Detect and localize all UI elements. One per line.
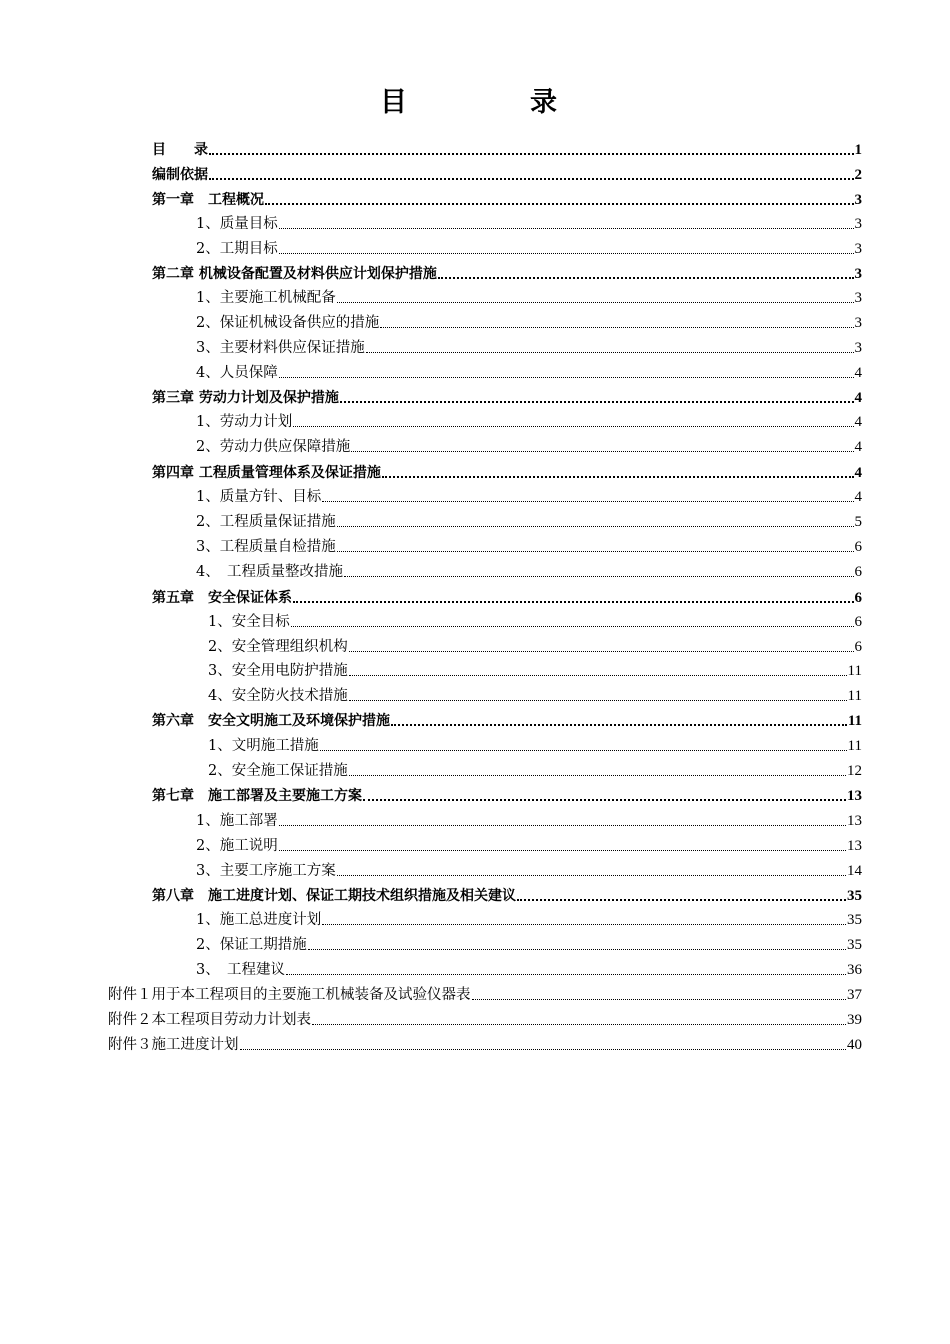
toc-page-number: 6 bbox=[854, 639, 862, 655]
toc-section-entry[interactable] bbox=[196, 337, 862, 359]
dot-leader bbox=[349, 675, 847, 676]
toc-entry-label: 4、人员保障 bbox=[196, 365, 278, 381]
toc-section-entry[interactable] bbox=[196, 213, 862, 235]
toc-page-number: 40 bbox=[847, 1037, 862, 1053]
toc-page-number: 4 bbox=[854, 439, 862, 455]
toc-section-entry[interactable] bbox=[196, 287, 862, 309]
toc-entry-label: 编制依据 bbox=[152, 167, 208, 183]
dot-leader bbox=[391, 724, 847, 726]
toc-page-number: 39 bbox=[847, 1012, 862, 1028]
toc-chapter-entry[interactable] bbox=[152, 139, 862, 161]
dot-leader bbox=[517, 899, 846, 901]
dot-leader bbox=[322, 924, 846, 925]
dot-leader bbox=[337, 551, 854, 552]
dot-leader bbox=[382, 476, 854, 478]
toc-entry-label: 第三章 劳动力计划及保护措施 bbox=[152, 390, 339, 406]
toc-entry-label: 1、施工总进度计划 bbox=[196, 912, 322, 928]
toc-page-number: 11 bbox=[847, 688, 862, 704]
dot-leader bbox=[279, 228, 854, 229]
toc-entry-label: 2、工期目标 bbox=[196, 241, 278, 257]
toc-page-number: 13 bbox=[847, 788, 862, 804]
toc-chapter-entry[interactable] bbox=[152, 785, 862, 807]
toc-entry-label: 2、劳动力供应保障措施 bbox=[196, 439, 351, 455]
toc-section-entry[interactable] bbox=[208, 735, 862, 757]
toc-section-entry[interactable] bbox=[196, 411, 862, 433]
dot-leader bbox=[209, 153, 854, 155]
dot-leader bbox=[340, 401, 854, 403]
toc-page-number: 3 bbox=[854, 266, 862, 282]
toc-entry-label: 1、质量方针、目标 bbox=[196, 489, 322, 505]
toc-entry-label: 4、安全防火技术措施 bbox=[208, 688, 348, 704]
toc-section-entry[interactable] bbox=[108, 1009, 862, 1031]
toc-entry-label: 1、文明施工措施 bbox=[208, 738, 319, 754]
dot-leader bbox=[286, 974, 846, 975]
toc-section-entry[interactable] bbox=[108, 984, 862, 1006]
toc-section-entry[interactable] bbox=[108, 1034, 862, 1056]
dot-leader bbox=[265, 203, 854, 205]
toc-section-entry[interactable] bbox=[196, 810, 862, 832]
dot-leader bbox=[344, 576, 854, 577]
toc-entry-label: 2、保证工期措施 bbox=[196, 937, 307, 953]
toc-section-entry[interactable] bbox=[208, 636, 862, 658]
toc-page-number: 5 bbox=[854, 514, 862, 530]
toc-chapter-entry[interactable] bbox=[152, 587, 862, 609]
toc-entry-label: 附件２本工程项目劳动力计划表 bbox=[108, 1012, 311, 1028]
toc-page-number: 13 bbox=[847, 813, 862, 829]
toc-page-number: 3 bbox=[854, 340, 862, 356]
toc-section-entry[interactable] bbox=[196, 436, 862, 458]
toc-entry-label: 第六章 安全文明施工及环境保护措施 bbox=[152, 713, 390, 729]
dot-leader bbox=[363, 799, 846, 801]
toc-entry-label: 2、安全管理组织机构 bbox=[208, 639, 348, 655]
toc-page-number: 4 bbox=[854, 390, 862, 406]
toc-page-number: 4 bbox=[854, 365, 862, 381]
dot-leader bbox=[322, 501, 853, 502]
toc-chapter-entry[interactable] bbox=[152, 164, 862, 186]
toc-chapter-entry[interactable] bbox=[152, 885, 862, 907]
toc-page-number: 4 bbox=[854, 489, 862, 505]
toc-entry-label: 4、 工程质量整改措施 bbox=[196, 564, 343, 580]
dot-leader bbox=[291, 626, 854, 627]
dot-leader bbox=[337, 526, 854, 527]
toc-section-entry[interactable] bbox=[196, 959, 862, 981]
dot-leader bbox=[209, 178, 854, 180]
toc-page-number: 14 bbox=[847, 863, 862, 879]
toc-entry-label: 2、工程质量保证措施 bbox=[196, 514, 336, 530]
toc-entry-label: 第一章 工程概况 bbox=[152, 192, 264, 208]
dot-leader bbox=[438, 277, 854, 279]
toc-entry-label: 1、主要施工机械配备 bbox=[196, 290, 336, 306]
dot-leader bbox=[279, 253, 854, 254]
toc-chapter-entry[interactable] bbox=[152, 263, 862, 285]
toc-page-number: 37 bbox=[847, 987, 862, 1003]
toc-entry-label: 附件１用于本工程项目的主要施工机械装备及试验仪器表 bbox=[108, 987, 471, 1003]
toc-page-number: 3 bbox=[854, 241, 862, 257]
dot-leader bbox=[320, 750, 847, 751]
dot-leader bbox=[380, 327, 853, 328]
toc-page-number: 11 bbox=[847, 738, 862, 754]
toc-entry-label: 附件３施工进度计划 bbox=[108, 1037, 239, 1053]
toc-entry-label: 3、安全用电防护措施 bbox=[208, 663, 348, 679]
toc-page-number: 6 bbox=[854, 590, 862, 606]
toc-section-entry[interactable] bbox=[196, 536, 862, 558]
toc-section-entry[interactable] bbox=[196, 238, 862, 260]
toc-entry-label: 1、施工部署 bbox=[196, 813, 278, 829]
toc-entry-label: 3、主要材料供应保证措施 bbox=[196, 340, 365, 356]
dot-leader bbox=[349, 651, 854, 652]
toc-chapter-entry[interactable] bbox=[152, 710, 862, 732]
toc-section-entry[interactable] bbox=[196, 561, 862, 583]
toc-section-entry[interactable] bbox=[196, 511, 862, 533]
dot-leader bbox=[349, 700, 847, 701]
toc-section-entry[interactable] bbox=[196, 312, 862, 334]
dot-leader bbox=[337, 875, 846, 876]
toc-entry-label: 2、施工说明 bbox=[196, 838, 278, 854]
toc-section-entry[interactable] bbox=[208, 685, 862, 707]
dot-leader bbox=[240, 1049, 847, 1050]
toc-entry-label: 3、工程质量自检措施 bbox=[196, 539, 336, 555]
toc-section-entry[interactable] bbox=[208, 660, 862, 682]
toc-page-number: 3 bbox=[854, 290, 862, 306]
toc-page-number: 36 bbox=[847, 962, 862, 978]
toc-entry-label: 3、主要工序施工方案 bbox=[196, 863, 336, 879]
toc-entry-label: 第八章 施工进度计划、保证工期技术组织措施及相关建议 bbox=[152, 888, 516, 904]
toc-entry-label: 1、劳动力计划 bbox=[196, 414, 293, 430]
dot-leader bbox=[279, 377, 854, 378]
toc-page-number: 35 bbox=[847, 937, 862, 953]
toc-entry-label: 1、质量目标 bbox=[196, 216, 278, 232]
toc-page-number: 35 bbox=[847, 912, 862, 928]
dot-leader bbox=[366, 352, 854, 353]
toc-chapter-entry[interactable] bbox=[152, 189, 862, 211]
toc-page-number: 3 bbox=[854, 192, 862, 208]
dot-leader bbox=[308, 949, 846, 950]
toc-page-number: 6 bbox=[854, 614, 862, 630]
dot-leader bbox=[279, 850, 846, 851]
toc-section-entry[interactable] bbox=[196, 486, 862, 508]
toc-page-number: 6 bbox=[854, 564, 862, 580]
toc-section-entry[interactable] bbox=[196, 835, 862, 857]
toc-section-entry[interactable] bbox=[196, 860, 862, 882]
toc-section-entry[interactable] bbox=[196, 934, 862, 956]
toc-entry-label: 第二章 机械设备配置及材料供应计划保护措施 bbox=[152, 266, 437, 282]
toc-page-number: 1 bbox=[854, 142, 862, 158]
toc-entry-label: 2、保证机械设备供应的措施 bbox=[196, 315, 380, 331]
toc-page-number: 12 bbox=[847, 763, 862, 779]
dot-leader bbox=[472, 999, 847, 1000]
toc-section-entry[interactable] bbox=[196, 909, 862, 931]
toc-entry-label: 1、安全目标 bbox=[208, 614, 290, 630]
toc-entry-label: 3、 工程建议 bbox=[196, 962, 285, 978]
dot-leader bbox=[351, 451, 853, 452]
dot-leader bbox=[293, 426, 853, 427]
toc-section-entry[interactable] bbox=[208, 611, 862, 633]
dot-leader bbox=[293, 601, 854, 603]
toc-page-number: 11 bbox=[847, 663, 862, 679]
toc-page-number: 13 bbox=[847, 838, 862, 854]
toc-chapter-entry[interactable] bbox=[152, 387, 862, 409]
toc-page-number: 2 bbox=[854, 167, 862, 183]
toc-entry-label: 第四章 工程质量管理体系及保证措施 bbox=[152, 465, 381, 481]
toc-page-number: 35 bbox=[847, 888, 862, 904]
toc-page-number: 3 bbox=[854, 216, 862, 232]
toc-section-entry[interactable] bbox=[196, 362, 862, 384]
dot-leader bbox=[279, 825, 846, 826]
toc-section-entry[interactable] bbox=[208, 760, 862, 782]
toc-entry-label: 2、安全施工保证措施 bbox=[208, 763, 348, 779]
dot-leader bbox=[337, 302, 854, 303]
toc-entry-label: 第五章 安全保证体系 bbox=[152, 590, 292, 606]
toc-page-number: 3 bbox=[854, 315, 862, 331]
toc-chapter-entry[interactable] bbox=[152, 462, 862, 484]
toc-page-number: 6 bbox=[854, 539, 862, 555]
toc-entry-label: 目 录 bbox=[152, 142, 208, 158]
dot-leader bbox=[312, 1024, 846, 1025]
toc-page-number: 11 bbox=[847, 713, 862, 729]
toc-page-number: 4 bbox=[854, 465, 862, 481]
dot-leader bbox=[349, 775, 846, 776]
toc-entry-label: 第七章 施工部署及主要施工方案 bbox=[152, 788, 362, 804]
toc-page-number: 4 bbox=[854, 414, 862, 430]
page-title: 目 录 bbox=[380, 87, 605, 118]
